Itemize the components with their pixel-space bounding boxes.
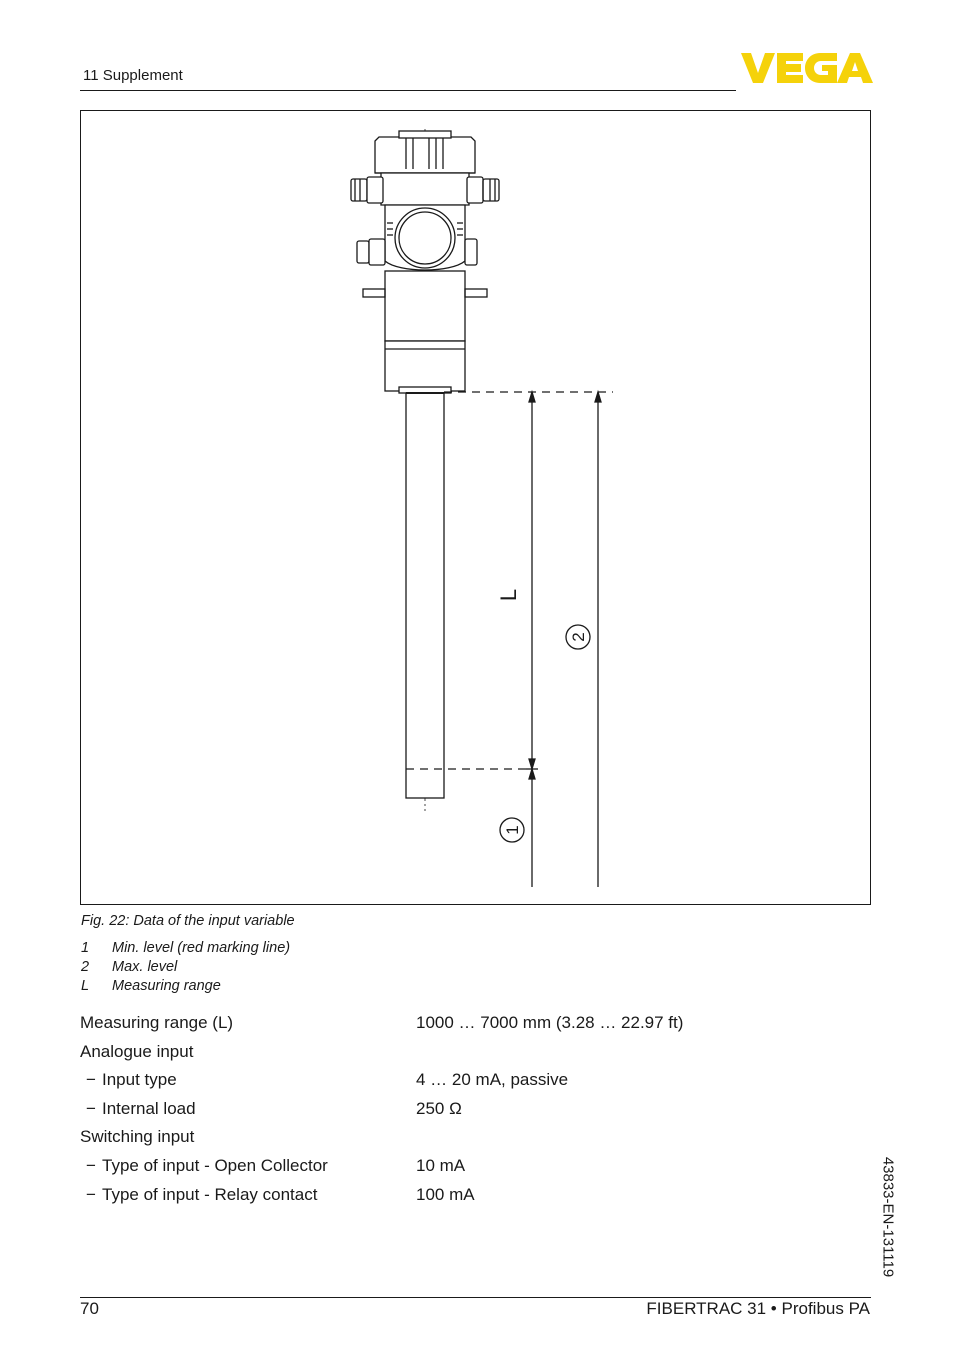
legend-key: 1 xyxy=(81,940,90,956)
spec-label: Type of input - Relay contact xyxy=(102,1184,318,1204)
spec-label: Input type xyxy=(102,1070,177,1090)
label-max-level: 2 xyxy=(569,632,588,642)
legend-item xyxy=(81,977,290,996)
legend-item xyxy=(81,939,290,958)
spec-label: Switching input xyxy=(80,1127,195,1147)
spec-sublabel: − Input type xyxy=(86,1070,177,1090)
vega-logo xyxy=(741,52,873,84)
spec-label: Internal load xyxy=(102,1098,196,1118)
legend-text: Max. level xyxy=(112,959,178,975)
spec-row xyxy=(80,1067,870,1096)
footer-rule xyxy=(80,1297,871,1298)
legend-text: Min. level (red marking line) xyxy=(112,940,291,956)
label-measuring-range: L xyxy=(496,588,521,602)
header-rule xyxy=(80,90,736,91)
page-number: 70 xyxy=(80,1299,99,1318)
product-name: FIBERTRAC 31 • Profibus PA xyxy=(646,1299,870,1318)
spec-row xyxy=(80,1124,870,1153)
figure-caption: Fig. 22: Data of the input variable xyxy=(81,913,295,929)
spec-label: Type of input - Open Collector xyxy=(102,1155,328,1175)
spec-row xyxy=(80,1182,870,1211)
spec-value: 4 … 20 mA, passive xyxy=(416,1070,569,1090)
spec-sublabel: − Type of input - Relay contact xyxy=(86,1184,318,1204)
spec-table xyxy=(80,1010,870,1210)
spec-row xyxy=(80,1096,870,1125)
label-min-level: 1 xyxy=(503,825,522,835)
legend-key: 2 xyxy=(81,959,90,975)
spec-label: Analogue input xyxy=(80,1041,194,1061)
spec-value: 1000 … 7000 mm (3.28 … 22.97 ft) xyxy=(416,1013,684,1032)
legend-item xyxy=(81,958,290,977)
spec-sublabel: − Type of input - Open Collector xyxy=(86,1155,328,1175)
spec-row xyxy=(80,1010,870,1039)
spec-value: 100 mA xyxy=(416,1184,475,1204)
document-number xyxy=(874,1137,902,1297)
spec-sublabel: − Internal load xyxy=(86,1098,196,1118)
spec-row xyxy=(80,1039,870,1068)
legend-text: Measuring range xyxy=(112,978,221,994)
section-title: 11 Supplement xyxy=(83,67,183,84)
spec-value: 10 mA xyxy=(416,1155,466,1175)
spec-value: 250 Ω xyxy=(416,1098,462,1118)
spec-row xyxy=(80,1153,870,1182)
sensor-drawing xyxy=(81,111,872,906)
figure-frame xyxy=(80,110,871,905)
legend-key: L xyxy=(81,978,90,994)
figure-legend xyxy=(81,939,290,996)
spec-label: Measuring range (L) xyxy=(80,1013,234,1032)
document-number-text: 43833-EN-131119 xyxy=(879,1156,897,1278)
